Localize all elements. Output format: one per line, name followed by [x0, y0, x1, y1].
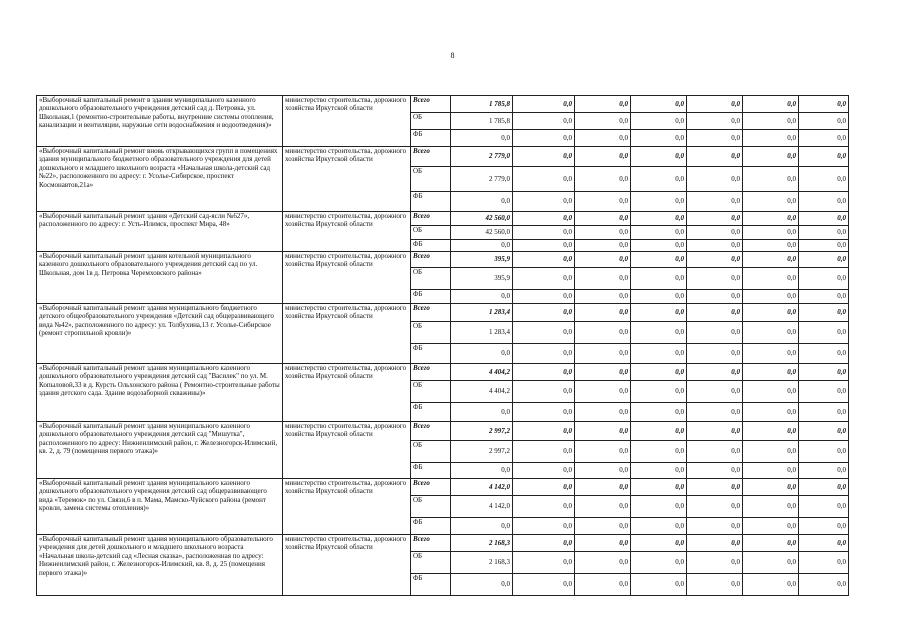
amount-cell: 0,0 — [743, 344, 799, 364]
amount-cell: 0,0 — [575, 226, 631, 240]
amount-cell: 0,0 — [513, 290, 575, 304]
amount-cell: 0,0 — [451, 240, 513, 252]
amount-cell: 0,0 — [513, 364, 575, 381]
amount-cell: 0,0 — [513, 212, 575, 226]
amount-cell: 0,0 — [799, 535, 849, 552]
amount-cell: 0,0 — [575, 322, 631, 344]
funding-source-label: ФБ — [411, 290, 451, 304]
amount-cell: 0,0 — [799, 147, 849, 167]
amount-cell: 0,0 — [687, 535, 743, 552]
amount-cell: 0,0 — [743, 304, 799, 322]
amount-cell: 0,0 — [513, 268, 575, 290]
funding-source-label: ФБ — [411, 518, 451, 535]
project-description: «Выборочный капитальный ремонт здания муниципального казенного дошкольного образовательного учреждения детский сад "Мишутка", расположенного по адресу: Нижнеилимский район, г. Железногорск-Илимский, кв. 2, д. 79 (помещения первого этажа)» — [37, 422, 283, 479]
amount-cell: 0,0 — [631, 113, 687, 130]
amount-cell: 0,0 — [687, 403, 743, 422]
funding-source-label: Всего — [411, 364, 451, 381]
amount-cell: 0,0 — [743, 252, 799, 268]
amount-cell: 0,0 — [743, 212, 799, 226]
amount-cell: 0,0 — [799, 322, 849, 344]
amount-cell: 0,0 — [513, 441, 575, 463]
amount-cell: 0,0 — [631, 518, 687, 535]
funding-source-label: ФБ — [411, 403, 451, 422]
project-description: «Выборочный капитальный ремонт здания муниципального казенного дошкольного образовательного учреждения детский сад общеразвивающего вида «Теремок» по ул. Связи,6 в п. Мама, Мамско-Чуйского района (ремонт кровли, замена системы отопления)» — [37, 479, 283, 535]
table-row — [37, 304, 849, 322]
table-row — [37, 147, 849, 167]
amount-cell: 0,0 — [631, 147, 687, 167]
amount-cell: 0,0 — [451, 403, 513, 422]
project-description: «Выборочный капитальный ремонт в здании муниципального казенного дошкольного образовательного учреждения детский сад д. Петровка, ул. Школьная,1 (ремонтно-строительные работы, внутренние системы отопления, канализации и вентиляции, наружные сети водоснабжения и водоотведения)» — [37, 96, 283, 147]
amount-cell: 0,0 — [799, 268, 849, 290]
amount-cell: 0,0 — [575, 403, 631, 422]
amount-cell: 2 997,2 — [451, 441, 513, 463]
amount-cell: 0,0 — [799, 518, 849, 535]
amount-cell: 0,0 — [451, 518, 513, 535]
funding-source-label: Всего — [411, 535, 451, 552]
amount-cell: 0,0 — [575, 167, 631, 192]
amount-cell: 1 283,4 — [451, 304, 513, 322]
amount-cell: 0,0 — [687, 441, 743, 463]
amount-cell: 0,0 — [687, 268, 743, 290]
funding-source-label: Всего — [411, 252, 451, 268]
amount-cell: 0,0 — [575, 130, 631, 147]
amount-cell: 0,0 — [451, 344, 513, 364]
amount-cell: 0,0 — [631, 130, 687, 147]
funding-source-label: Всего — [411, 304, 451, 322]
funding-source-label: ОБ — [411, 268, 451, 290]
amount-cell: 0,0 — [513, 463, 575, 479]
amount-cell: 0,0 — [799, 344, 849, 364]
funding-source-label: ФБ — [411, 130, 451, 147]
amount-cell: 0,0 — [513, 130, 575, 147]
funding-source-label: ОБ — [411, 226, 451, 240]
amount-cell: 0,0 — [631, 226, 687, 240]
amount-cell: 0,0 — [575, 518, 631, 535]
table-row — [37, 535, 849, 552]
amount-cell: 0,0 — [513, 96, 575, 113]
funding-source-label: ОБ — [411, 167, 451, 192]
amount-cell: 0,0 — [799, 130, 849, 147]
amount-cell: 4 404,2 — [451, 381, 513, 403]
project-description: «Выборочный капитальный ремонт здания «Детский сад-ясли №627», расположенного по адресу: г. Усть-Илимск, проспект Мира, 48» — [37, 212, 283, 252]
amount-cell: 0,0 — [451, 290, 513, 304]
project-description: «Выборочный капитальный ремонт здания муниципального казенного дошкольного образовательного учреждения детский сад "Василек" по ул. М. Копыловой,33 в д. Курсть Ольхонского района ( Ремонтно-строительные работы здания детского сада. Здание водозаборной скважины)» — [37, 364, 283, 422]
amount-cell: 0,0 — [743, 479, 799, 496]
amount-cell: 0,0 — [799, 441, 849, 463]
amount-cell: 0,0 — [631, 344, 687, 364]
amount-cell: 0,0 — [575, 96, 631, 113]
amount-cell: 4 142,0 — [451, 479, 513, 496]
amount-cell: 0,0 — [743, 422, 799, 441]
table-row — [37, 479, 849, 496]
table-row — [37, 96, 849, 113]
amount-cell: 0,0 — [631, 535, 687, 552]
amount-cell: 0,0 — [513, 403, 575, 422]
amount-cell: 0,0 — [513, 422, 575, 441]
amount-cell: 0,0 — [799, 192, 849, 212]
project-executor: министерство строительства, дорожного хозяйства Иркутской области — [283, 304, 411, 364]
amount-cell: 0,0 — [631, 192, 687, 212]
funding-source-label: ФБ — [411, 574, 451, 596]
project-executor: министерство строительства, дорожного хозяйства Иркутской области — [283, 96, 411, 147]
amount-cell: 0,0 — [743, 441, 799, 463]
amount-cell: 0,0 — [687, 113, 743, 130]
amount-cell: 0,0 — [799, 552, 849, 574]
amount-cell: 0,0 — [513, 240, 575, 252]
amount-cell: 0,0 — [687, 463, 743, 479]
amount-cell: 0,0 — [575, 304, 631, 322]
funding-source-label: ФБ — [411, 192, 451, 212]
funding-source-label: ОБ — [411, 113, 451, 130]
amount-cell: 4 142,0 — [451, 496, 513, 518]
amount-cell: 0,0 — [687, 130, 743, 147]
amount-cell: 1 785,8 — [451, 113, 513, 130]
amount-cell: 0,0 — [575, 479, 631, 496]
amount-cell: 0,0 — [687, 147, 743, 167]
budget-table — [36, 95, 849, 596]
amount-cell: 0,0 — [575, 441, 631, 463]
amount-cell: 0,0 — [799, 422, 849, 441]
amount-cell: 0,0 — [687, 364, 743, 381]
project-executor: министерство строительства, дорожного хозяйства Иркутской области — [283, 535, 411, 596]
amount-cell: 0,0 — [513, 252, 575, 268]
amount-cell: 0,0 — [799, 113, 849, 130]
amount-cell: 1 785,8 — [451, 96, 513, 113]
amount-cell: 0,0 — [575, 192, 631, 212]
project-executor: министерство строительства, дорожного хозяйства Иркутской области — [283, 364, 411, 422]
amount-cell: 0,0 — [743, 364, 799, 381]
amount-cell: 0,0 — [575, 268, 631, 290]
amount-cell: 0,0 — [687, 422, 743, 441]
amount-cell: 0,0 — [799, 381, 849, 403]
amount-cell: 0,0 — [513, 226, 575, 240]
amount-cell: 0,0 — [743, 226, 799, 240]
amount-cell: 0,0 — [799, 304, 849, 322]
amount-cell: 0,0 — [743, 167, 799, 192]
amount-cell: 0,0 — [513, 574, 575, 596]
amount-cell: 0,0 — [687, 344, 743, 364]
amount-cell: 0,0 — [743, 535, 799, 552]
amount-cell: 0,0 — [743, 322, 799, 344]
amount-cell: 0,0 — [513, 147, 575, 167]
project-description: «Выборочный капитальный ремонт вновь открывающихся групп в помещениях здания муниципального бюджетного образовательного учреждения для детей дошкольного и младшего школьного возраста «Начальная школа-детский сад №22», расположенного по адресу: г. Усолье-Сибирское, проспект Космонавтов,21а» — [37, 147, 283, 212]
funding-source-label: Всего — [411, 212, 451, 226]
amount-cell: 0,0 — [451, 463, 513, 479]
amount-cell: 0,0 — [513, 192, 575, 212]
amount-cell: 0,0 — [687, 479, 743, 496]
amount-cell: 0,0 — [743, 552, 799, 574]
amount-cell: 0,0 — [687, 552, 743, 574]
amount-cell: 0,0 — [687, 290, 743, 304]
amount-cell: 0,0 — [743, 463, 799, 479]
amount-cell: 0,0 — [799, 212, 849, 226]
amount-cell: 0,0 — [513, 322, 575, 344]
amount-cell: 0,0 — [631, 574, 687, 596]
amount-cell: 2 168,3 — [451, 552, 513, 574]
amount-cell: 0,0 — [799, 226, 849, 240]
amount-cell: 2 779,0 — [451, 167, 513, 192]
amount-cell: 0,0 — [575, 344, 631, 364]
funding-source-label: Всего — [411, 479, 451, 496]
amount-cell: 0,0 — [799, 96, 849, 113]
amount-cell: 0,0 — [743, 496, 799, 518]
amount-cell: 0,0 — [687, 192, 743, 212]
amount-cell: 0,0 — [575, 381, 631, 403]
amount-cell: 2 997,2 — [451, 422, 513, 441]
table-row — [37, 252, 849, 268]
amount-cell: 0,0 — [743, 518, 799, 535]
amount-cell: 0,0 — [575, 574, 631, 596]
amount-cell: 0,0 — [631, 552, 687, 574]
amount-cell: 0,0 — [743, 240, 799, 252]
amount-cell: 0,0 — [575, 463, 631, 479]
amount-cell: 0,0 — [687, 322, 743, 344]
amount-cell: 395,9 — [451, 268, 513, 290]
amount-cell: 0,0 — [799, 167, 849, 192]
funding-source-label: ОБ — [411, 496, 451, 518]
amount-cell: 0,0 — [687, 252, 743, 268]
amount-cell: 0,0 — [687, 496, 743, 518]
funding-source-label: Всего — [411, 96, 451, 113]
amount-cell: 0,0 — [631, 463, 687, 479]
project-description: «Выборочный капитальный ремонт здания котельной муниципального казенного дошкольного образовательного учреждения детский сад по ул. Школьная, дом 1в д. Петровка Черемховского района» — [37, 252, 283, 304]
table-row — [37, 422, 849, 441]
page-number: 8 — [450, 51, 455, 60]
amount-cell: 0,0 — [631, 167, 687, 192]
amount-cell: 0,0 — [631, 364, 687, 381]
amount-cell: 0,0 — [743, 147, 799, 167]
amount-cell: 0,0 — [631, 96, 687, 113]
amount-cell: 395,9 — [451, 252, 513, 268]
amount-cell: 0,0 — [513, 479, 575, 496]
table-row — [37, 364, 849, 381]
amount-cell: 42 560,0 — [451, 226, 513, 240]
amount-cell: 0,0 — [631, 290, 687, 304]
amount-cell: 0,0 — [513, 535, 575, 552]
amount-cell: 0,0 — [575, 113, 631, 130]
project-executor: министерство строительства, дорожного хозяйства Иркутской области — [283, 479, 411, 535]
funding-source-label: ФБ — [411, 344, 451, 364]
amount-cell: 0,0 — [575, 552, 631, 574]
amount-cell: 0,0 — [631, 441, 687, 463]
amount-cell: 1 283,4 — [451, 322, 513, 344]
amount-cell: 0,0 — [743, 192, 799, 212]
amount-cell: 0,0 — [743, 268, 799, 290]
amount-cell: 0,0 — [687, 518, 743, 535]
funding-source-label: ОБ — [411, 381, 451, 403]
amount-cell: 0,0 — [575, 147, 631, 167]
amount-cell: 0,0 — [687, 304, 743, 322]
amount-cell: 0,0 — [799, 290, 849, 304]
amount-cell: 0,0 — [631, 422, 687, 441]
amount-cell: 0,0 — [799, 574, 849, 596]
project-executor: министерство строительства, дорожного хозяйства Иркутской области — [283, 212, 411, 252]
project-executor: министерство строительства, дорожного хозяйства Иркутской области — [283, 252, 411, 304]
amount-cell: 4 404,2 — [451, 364, 513, 381]
amount-cell: 0,0 — [451, 192, 513, 212]
amount-cell: 0,0 — [575, 290, 631, 304]
funding-source-label: ФБ — [411, 463, 451, 479]
amount-cell: 0,0 — [743, 113, 799, 130]
project-description: «Выборочный капитальный ремонт здания муниципального бюджетного детского общеобразовательного учреждения «Детский сад общеразвивающего вида №42», расположенного по адресу: ул. Толбухина,13 г. Усолье-Сибирское (ремонт стропильной кровли)» — [37, 304, 283, 364]
table-row — [37, 212, 849, 226]
amount-cell: 42 560,0 — [451, 212, 513, 226]
amount-cell: 0,0 — [743, 290, 799, 304]
amount-cell: 0,0 — [687, 96, 743, 113]
amount-cell: 0,0 — [687, 381, 743, 403]
amount-cell: 0,0 — [631, 212, 687, 226]
project-executor: министерство строительства, дорожного хозяйства Иркутской области — [283, 422, 411, 479]
amount-cell: 0,0 — [631, 304, 687, 322]
amount-cell: 0,0 — [743, 96, 799, 113]
amount-cell: 0,0 — [575, 212, 631, 226]
amount-cell: 0,0 — [575, 496, 631, 518]
amount-cell: 0,0 — [451, 130, 513, 147]
amount-cell: 0,0 — [687, 226, 743, 240]
funding-source-label: ОБ — [411, 552, 451, 574]
amount-cell: 0,0 — [799, 240, 849, 252]
amount-cell: 0,0 — [513, 518, 575, 535]
amount-cell: 0,0 — [631, 252, 687, 268]
project-executor: министерство строительства, дорожного хозяйства Иркутской области — [283, 147, 411, 212]
amount-cell: 2 779,0 — [451, 147, 513, 167]
amount-cell: 0,0 — [513, 552, 575, 574]
amount-cell: 0,0 — [743, 381, 799, 403]
funding-source-label: Всего — [411, 422, 451, 441]
amount-cell: 0,0 — [575, 240, 631, 252]
project-description: «Выборочный капитальный ремонт здания муниципального образовательного учреждения для детей дошкольного и младшего школьного возраста «Начальная школа-детский сад «Лесная сказка», расположенная по адресу: Нижнеилимский район, г. Железногорск-Илимский, кв. 8, д. 25 (помещения первого этажа)» — [37, 535, 283, 596]
amount-cell: 0,0 — [575, 422, 631, 441]
amount-cell: 2 168,3 — [451, 535, 513, 552]
amount-cell: 0,0 — [799, 364, 849, 381]
amount-cell: 0,0 — [631, 381, 687, 403]
amount-cell: 0,0 — [743, 574, 799, 596]
amount-cell: 0,0 — [799, 479, 849, 496]
amount-cell: 0,0 — [743, 403, 799, 422]
amount-cell: 0,0 — [575, 364, 631, 381]
amount-cell: 0,0 — [513, 167, 575, 192]
amount-cell: 0,0 — [631, 496, 687, 518]
amount-cell: 0,0 — [799, 496, 849, 518]
amount-cell: 0,0 — [513, 344, 575, 364]
amount-cell: 0,0 — [451, 574, 513, 596]
amount-cell: 0,0 — [631, 240, 687, 252]
amount-cell: 0,0 — [799, 403, 849, 422]
amount-cell: 0,0 — [575, 252, 631, 268]
amount-cell: 0,0 — [687, 240, 743, 252]
amount-cell: 0,0 — [631, 479, 687, 496]
funding-source-label: Всего — [411, 147, 451, 167]
amount-cell: 0,0 — [513, 496, 575, 518]
amount-cell: 0,0 — [631, 322, 687, 344]
amount-cell: 0,0 — [687, 574, 743, 596]
amount-cell: 0,0 — [743, 130, 799, 147]
amount-cell: 0,0 — [575, 535, 631, 552]
amount-cell: 0,0 — [631, 268, 687, 290]
amount-cell: 0,0 — [799, 252, 849, 268]
amount-cell: 0,0 — [513, 381, 575, 403]
amount-cell: 0,0 — [799, 463, 849, 479]
amount-cell: 0,0 — [687, 212, 743, 226]
amount-cell: 0,0 — [631, 403, 687, 422]
amount-cell: 0,0 — [513, 304, 575, 322]
funding-source-label: ОБ — [411, 441, 451, 463]
amount-cell: 0,0 — [687, 167, 743, 192]
funding-source-label: ФБ — [411, 240, 451, 252]
funding-source-label: ОБ — [411, 322, 451, 344]
amount-cell: 0,0 — [513, 113, 575, 130]
